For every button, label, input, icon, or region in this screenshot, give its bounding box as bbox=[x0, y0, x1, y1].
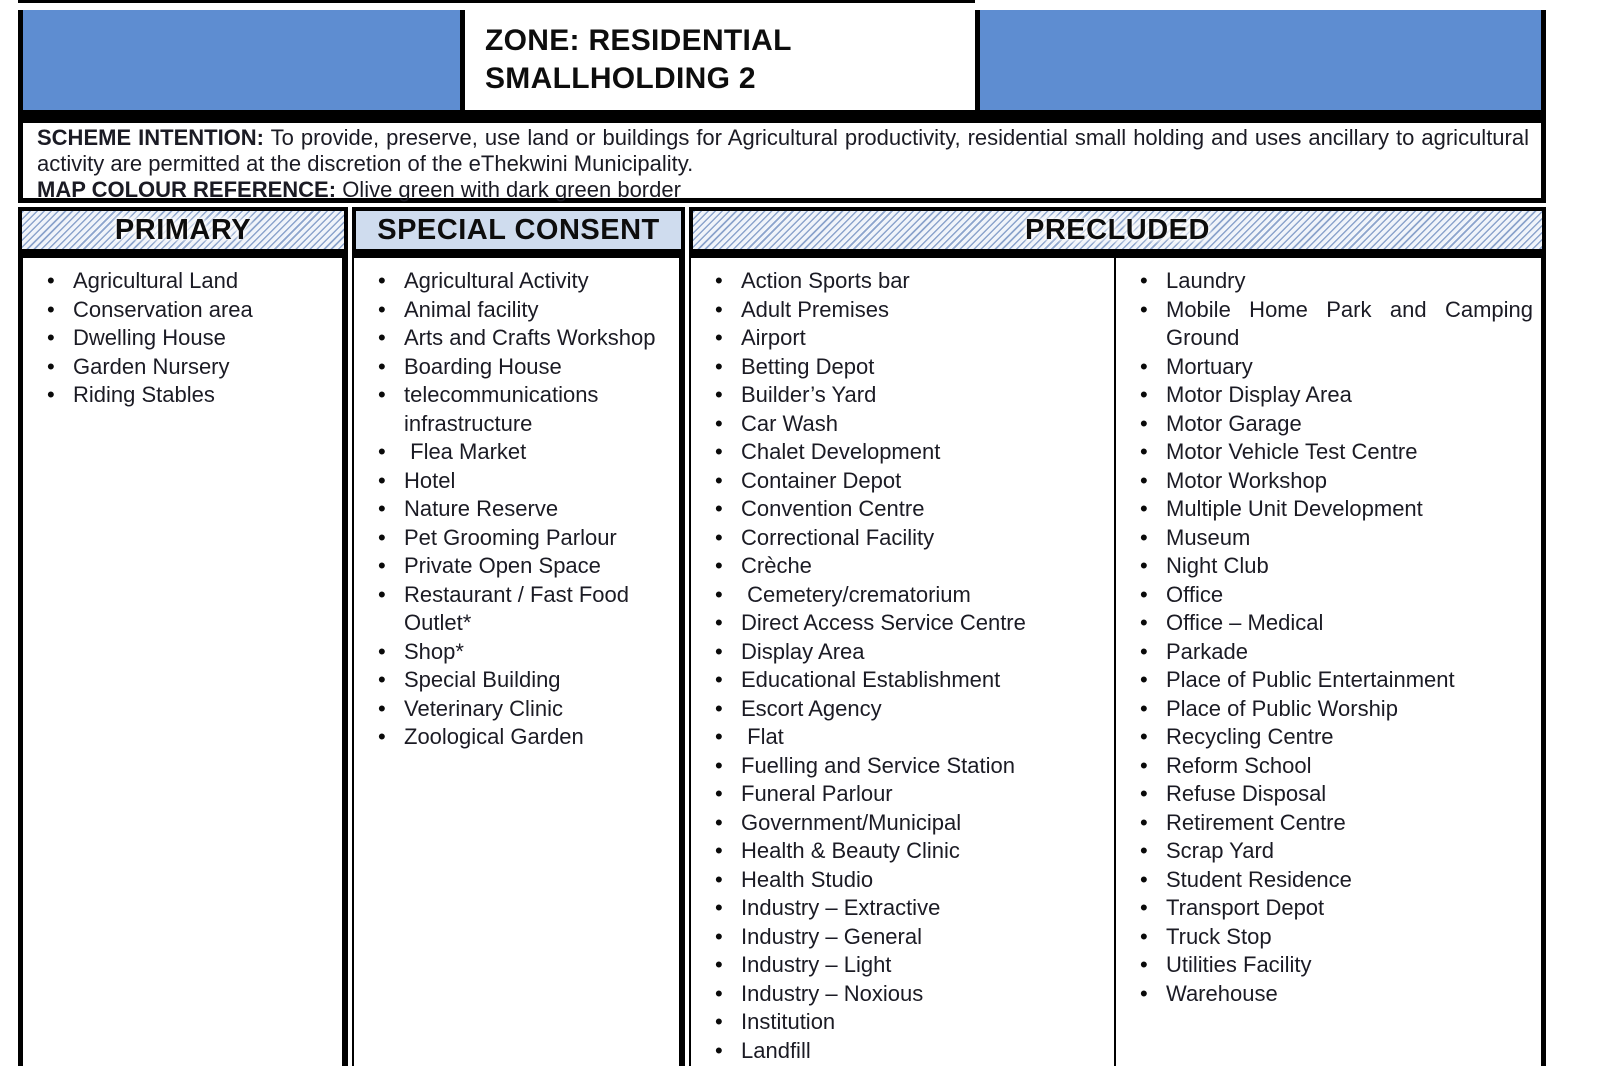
precluded-list-left bbox=[691, 258, 1114, 1065]
bullet-icon: • bbox=[1140, 838, 1148, 863]
list-item bbox=[715, 381, 1106, 410]
list-item-label: Shop* bbox=[404, 638, 464, 664]
table-header-row bbox=[18, 207, 1546, 253]
bullet-icon: • bbox=[1140, 353, 1148, 379]
list-item bbox=[378, 324, 671, 353]
list-item bbox=[1140, 353, 1533, 382]
bullet-icon: • bbox=[47, 382, 55, 407]
bullet-icon: • bbox=[715, 467, 723, 493]
list-item-label: Office – Medical bbox=[1166, 610, 1324, 635]
list-item bbox=[715, 324, 1106, 353]
list-item bbox=[1140, 951, 1533, 980]
bullet-icon: • bbox=[378, 296, 386, 322]
list-item bbox=[378, 296, 671, 325]
bullet-icon: • bbox=[1140, 752, 1148, 778]
list-item-label: Reform School bbox=[1166, 752, 1312, 778]
special-consent-list bbox=[354, 258, 679, 752]
map-colour-reference-label: MAP COLOUR REFERENCE: bbox=[37, 177, 337, 202]
list-item-label: Multiple Unit Development bbox=[1166, 496, 1423, 521]
special-consent-column bbox=[352, 253, 685, 1066]
bullet-icon: • bbox=[715, 781, 723, 806]
list-item-label: Institution bbox=[741, 1009, 836, 1034]
list-item bbox=[378, 638, 671, 667]
list-item-label: Action Sports bar bbox=[741, 268, 910, 293]
bullet-icon: • bbox=[1140, 382, 1148, 407]
list-item-label: Motor Vehicle Test Centre bbox=[1166, 439, 1418, 464]
list-item-label: Private Open Space bbox=[404, 553, 601, 578]
list-item-label: Mortuary bbox=[1166, 353, 1253, 379]
list-item-label: Motor Garage bbox=[1166, 410, 1302, 436]
list-item-label: Health & Beauty Clinic bbox=[741, 838, 960, 863]
bullet-icon: • bbox=[1140, 581, 1148, 607]
primary-list bbox=[23, 258, 342, 410]
list-item-label: Special Building bbox=[404, 667, 561, 692]
scheme-intention-text: To provide, preserve, use land or buildings for Agricultural productivity, residential small holding and uses ancillary to agricultural activity are permitted at the discretion of the eThekwini Municipality. bbox=[37, 125, 1529, 176]
list-item-label: Airport bbox=[741, 325, 806, 350]
list-item-label: Restaurant / Fast Food Outlet* bbox=[404, 581, 636, 635]
precluded-columns bbox=[689, 253, 1546, 1066]
list-item-label: Refuse Disposal bbox=[1166, 781, 1327, 806]
list-item bbox=[378, 581, 671, 638]
list-item bbox=[1140, 495, 1533, 524]
list-item-label: Hotel bbox=[404, 467, 456, 493]
bullet-icon: • bbox=[715, 809, 723, 835]
column-header-special-consent: SPECIAL CONSENT bbox=[352, 207, 685, 253]
list-item-label: Night Club bbox=[1166, 553, 1269, 578]
list-item bbox=[1140, 524, 1533, 553]
list-item bbox=[378, 666, 671, 695]
bullet-icon: • bbox=[715, 695, 723, 721]
list-item-label: Display Area bbox=[741, 638, 865, 664]
list-item bbox=[715, 894, 1106, 923]
bullet-icon: • bbox=[378, 524, 386, 550]
list-item bbox=[1140, 780, 1533, 809]
list-item-label: Betting Depot bbox=[741, 353, 875, 379]
list-item-label: Industry – Light bbox=[741, 952, 892, 977]
map-colour-reference-text: Olive green with dark green border bbox=[342, 177, 681, 202]
list-item-label: Animal facility bbox=[404, 296, 539, 322]
list-item-label: Motor Display Area bbox=[1166, 382, 1352, 407]
bullet-icon: • bbox=[1140, 553, 1148, 578]
bullet-icon: • bbox=[47, 353, 55, 379]
list-item bbox=[378, 267, 671, 296]
bullet-icon: • bbox=[715, 524, 723, 550]
list-item bbox=[715, 410, 1106, 439]
list-item bbox=[378, 381, 671, 438]
list-item-label: Zoological Garden bbox=[404, 724, 584, 749]
list-item-label: Adult Premises bbox=[741, 296, 889, 322]
bullet-icon: • bbox=[1140, 667, 1148, 692]
list-item-label: Transport Depot bbox=[1166, 895, 1325, 920]
bullet-icon: • bbox=[715, 866, 723, 892]
list-item bbox=[715, 980, 1106, 1009]
list-item bbox=[47, 296, 334, 325]
list-item bbox=[378, 353, 671, 382]
bullet-icon: • bbox=[1140, 781, 1148, 806]
list-item bbox=[715, 723, 1106, 752]
list-item-label: Agricultural Land bbox=[73, 268, 239, 293]
list-item bbox=[715, 923, 1106, 952]
bullet-icon: • bbox=[1140, 268, 1148, 293]
bullet-icon: • bbox=[715, 553, 723, 578]
bullet-icon: • bbox=[378, 439, 386, 464]
list-item-label: Boarding House bbox=[404, 353, 562, 379]
bullet-icon: • bbox=[715, 1037, 723, 1063]
bullet-icon: • bbox=[715, 838, 723, 863]
bullet-icon: • bbox=[1140, 638, 1148, 664]
list-item bbox=[715, 866, 1106, 895]
list-item bbox=[47, 267, 334, 296]
bullet-icon: • bbox=[378, 638, 386, 664]
list-item-label: Retirement Centre bbox=[1166, 809, 1346, 835]
list-item bbox=[1140, 581, 1533, 610]
bullet-icon: • bbox=[1140, 610, 1148, 635]
list-item-label: Veterinary Clinic bbox=[404, 695, 563, 721]
list-item-label: Truck Stop bbox=[1166, 923, 1272, 949]
list-item bbox=[715, 752, 1106, 781]
list-item-label: Builder’s Yard bbox=[741, 382, 877, 407]
bullet-icon: • bbox=[378, 667, 386, 692]
list-item-label: Warehouse bbox=[1166, 980, 1278, 1006]
list-item-label: Chalet Development bbox=[741, 439, 941, 464]
list-item bbox=[1140, 438, 1533, 467]
list-item bbox=[1140, 894, 1533, 923]
bullet-icon: • bbox=[1140, 524, 1148, 550]
list-item-label: Office bbox=[1166, 581, 1224, 607]
list-item-label: Museum bbox=[1166, 524, 1251, 550]
list-item bbox=[378, 467, 671, 496]
bullet-icon: • bbox=[715, 1009, 723, 1034]
zone-title-line2: SMALLHOLDING 2 bbox=[485, 62, 756, 95]
list-item-label: Educational Establishment bbox=[741, 667, 1001, 692]
list-item-label: Industry – Extractive bbox=[741, 895, 941, 920]
list-item bbox=[715, 552, 1106, 581]
bullet-icon: • bbox=[715, 439, 723, 464]
list-item-label: Place of Public Entertainment bbox=[1166, 667, 1455, 692]
list-item-label: Industry – General bbox=[741, 923, 922, 949]
list-item bbox=[47, 381, 334, 410]
precluded-list-right bbox=[1116, 258, 1541, 1008]
list-item-label: Mobile Home Park and Camping Ground bbox=[1166, 296, 1533, 350]
list-item-label: Recycling Centre bbox=[1166, 724, 1334, 749]
scheme-intention-paragraph bbox=[37, 125, 1529, 177]
list-item-label: Fuelling and Service Station bbox=[741, 752, 1015, 778]
list-item bbox=[715, 809, 1106, 838]
list-item bbox=[715, 666, 1106, 695]
list-item-label: Parkade bbox=[1166, 638, 1248, 664]
bullet-icon: • bbox=[715, 895, 723, 920]
list-item bbox=[1140, 752, 1533, 781]
list-item-label: Conservation area bbox=[73, 296, 253, 322]
list-item bbox=[1140, 695, 1533, 724]
title-row bbox=[18, 10, 1546, 114]
list-item bbox=[47, 324, 334, 353]
bullet-icon: • bbox=[715, 581, 723, 607]
list-item-label: Flea Market bbox=[404, 439, 527, 464]
bullet-icon: • bbox=[715, 382, 723, 407]
zone-title-box bbox=[465, 10, 975, 114]
bullet-icon: • bbox=[378, 325, 386, 350]
list-item-label: Escort Agency bbox=[741, 695, 882, 721]
list-item-label: Direct Access Service Centre bbox=[741, 610, 1026, 635]
list-item-label: Arts and Crafts Workshop bbox=[404, 325, 656, 350]
bullet-icon: • bbox=[715, 724, 723, 749]
list-item-label: Crèche bbox=[741, 553, 812, 578]
list-item-label: Industry – Noxious bbox=[741, 980, 924, 1006]
list-item bbox=[715, 780, 1106, 809]
list-item-label: Car Wash bbox=[741, 410, 838, 436]
list-item bbox=[1140, 552, 1533, 581]
list-item bbox=[1140, 267, 1533, 296]
list-item-label: Scrap Yard bbox=[1166, 838, 1275, 863]
precluded-column-left bbox=[691, 258, 1114, 1066]
bullet-icon: • bbox=[715, 496, 723, 521]
bullet-icon: • bbox=[47, 325, 55, 350]
list-item-label: Dwelling House bbox=[73, 325, 226, 350]
list-item bbox=[1140, 609, 1533, 638]
primary-column bbox=[18, 253, 348, 1066]
blue-band-left bbox=[18, 10, 465, 114]
list-item bbox=[1140, 866, 1533, 895]
bullet-icon: • bbox=[715, 980, 723, 1006]
bullet-icon: • bbox=[378, 268, 386, 293]
bullet-icon: • bbox=[47, 268, 55, 293]
bullet-icon: • bbox=[715, 296, 723, 322]
bullet-icon: • bbox=[715, 353, 723, 379]
blue-band-right bbox=[975, 10, 1546, 114]
list-item-label: Utilities Facility bbox=[1166, 952, 1312, 977]
list-item bbox=[1140, 410, 1533, 439]
list-item bbox=[378, 552, 671, 581]
bullet-icon: • bbox=[378, 581, 386, 607]
bullet-icon: • bbox=[715, 952, 723, 977]
list-item bbox=[378, 723, 671, 752]
list-item-label: Laundry bbox=[1166, 268, 1246, 293]
list-item-label: Container Depot bbox=[741, 467, 902, 493]
list-item bbox=[715, 1008, 1106, 1037]
bullet-icon: • bbox=[715, 667, 723, 692]
table-content-row bbox=[18, 253, 1546, 1066]
bullet-icon: • bbox=[1140, 724, 1148, 749]
bullet-icon: • bbox=[1140, 952, 1148, 977]
list-item-label: Landfill bbox=[741, 1037, 811, 1063]
bullet-icon: • bbox=[1140, 439, 1148, 464]
list-item bbox=[378, 695, 671, 724]
column-header-precluded: PRECLUDED bbox=[689, 207, 1546, 253]
list-item bbox=[378, 495, 671, 524]
list-item-label: Nature Reserve bbox=[404, 496, 559, 521]
list-item bbox=[1140, 980, 1533, 1009]
list-item bbox=[715, 296, 1106, 325]
bullet-icon: • bbox=[715, 268, 723, 293]
bullet-icon: • bbox=[715, 752, 723, 778]
bullet-icon: • bbox=[715, 325, 723, 350]
bullet-icon: • bbox=[1140, 866, 1148, 892]
scheme-intention-label: SCHEME INTENTION: bbox=[37, 125, 265, 150]
bullet-icon: • bbox=[715, 923, 723, 949]
list-item bbox=[715, 438, 1106, 467]
list-item bbox=[715, 495, 1106, 524]
list-item bbox=[1140, 381, 1533, 410]
list-item bbox=[715, 837, 1106, 866]
bullet-icon: • bbox=[378, 382, 386, 407]
bullet-icon: • bbox=[378, 724, 386, 749]
list-item bbox=[715, 1037, 1106, 1066]
scheme-intention-box bbox=[18, 114, 1546, 203]
bullet-icon: • bbox=[47, 296, 55, 322]
list-item-label: Funeral Parlour bbox=[741, 781, 893, 806]
list-item-label: Convention Centre bbox=[741, 496, 925, 521]
bullet-icon: • bbox=[378, 467, 386, 493]
bullet-icon: • bbox=[1140, 980, 1148, 1006]
list-item bbox=[715, 695, 1106, 724]
list-item bbox=[715, 951, 1106, 980]
list-item bbox=[1140, 809, 1533, 838]
list-item bbox=[1140, 923, 1533, 952]
zone-title-line1: ZONE: RESIDENTIAL bbox=[485, 24, 792, 57]
bullet-icon: • bbox=[715, 610, 723, 635]
list-item bbox=[1140, 666, 1533, 695]
list-item-label: Riding Stables bbox=[73, 382, 215, 407]
list-item bbox=[715, 581, 1106, 610]
bullet-icon: • bbox=[1140, 895, 1148, 920]
list-item-label: telecommunications infrastructure bbox=[404, 382, 605, 436]
bullet-icon: • bbox=[1140, 923, 1148, 949]
list-item bbox=[1140, 467, 1533, 496]
bullet-icon: • bbox=[1140, 809, 1148, 835]
bullet-icon: • bbox=[715, 410, 723, 436]
bullet-icon: • bbox=[1140, 695, 1148, 721]
list-item bbox=[715, 353, 1106, 382]
bullet-icon: • bbox=[1140, 410, 1148, 436]
bullet-icon: • bbox=[1140, 296, 1148, 322]
list-item-label: Cemetery/crematorium bbox=[741, 581, 971, 607]
list-item bbox=[715, 524, 1106, 553]
list-item-label: Pet Grooming Parlour bbox=[404, 524, 617, 550]
list-item-label: Health Studio bbox=[741, 866, 874, 892]
list-item-label: Place of Public Worship bbox=[1166, 695, 1398, 721]
list-item-label: Student Residence bbox=[1166, 866, 1352, 892]
bullet-icon: • bbox=[378, 496, 386, 521]
list-item-label: Correctional Facility bbox=[741, 524, 935, 550]
list-item bbox=[1140, 296, 1533, 353]
bullet-icon: • bbox=[1140, 467, 1148, 493]
bullet-icon: • bbox=[378, 553, 386, 578]
list-item-label: Garden Nursery bbox=[73, 353, 230, 379]
list-item bbox=[715, 467, 1106, 496]
list-item-label: Agricultural Activity bbox=[404, 268, 589, 293]
map-colour-reference-paragraph bbox=[37, 177, 1529, 203]
list-item-label: Motor Workshop bbox=[1166, 467, 1327, 493]
bullet-icon: • bbox=[378, 353, 386, 379]
bullet-icon: • bbox=[715, 638, 723, 664]
list-item bbox=[378, 438, 671, 467]
list-item bbox=[1140, 837, 1533, 866]
list-item bbox=[715, 638, 1106, 667]
precluded-column-right bbox=[1116, 258, 1541, 1066]
list-item-label: Flat bbox=[741, 724, 784, 749]
list-item-label: Government/Municipal bbox=[741, 809, 962, 835]
bullet-icon: • bbox=[1140, 496, 1148, 521]
list-item bbox=[378, 524, 671, 553]
list-item bbox=[47, 353, 334, 382]
list-item bbox=[1140, 638, 1533, 667]
list-item bbox=[1140, 723, 1533, 752]
bullet-icon: • bbox=[378, 695, 386, 721]
cropped-top-border bbox=[18, 0, 975, 3]
column-header-primary: PRIMARY bbox=[18, 207, 348, 253]
list-item bbox=[715, 609, 1106, 638]
list-item bbox=[715, 267, 1106, 296]
